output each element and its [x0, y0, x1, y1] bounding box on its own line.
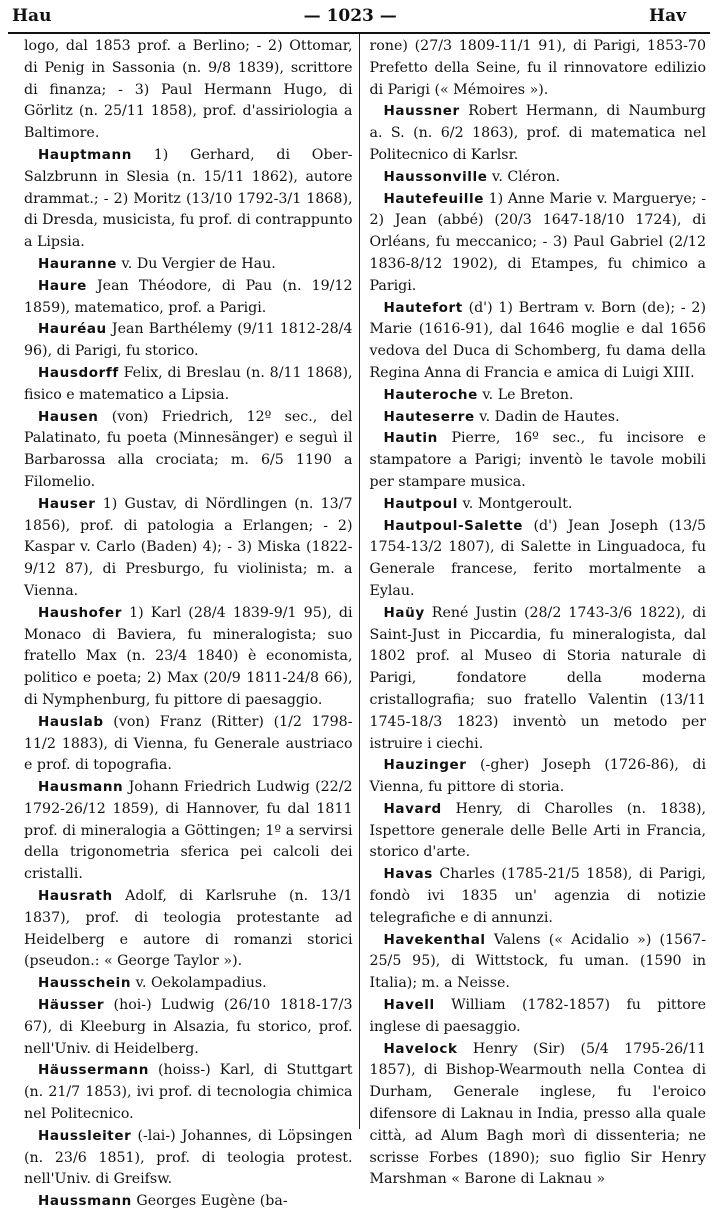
dictionary-entry — [24, 145, 353, 254]
dictionary-entry — [370, 167, 707, 189]
entry-text: Jean Théodore, di Pau (n. 19/12 1859), matematico, prof. a Parigi. — [24, 277, 353, 316]
entry-headword: Hausmann — [38, 779, 124, 796]
entry-text: 1) Gerhard, di Ober-Salzbrunn in Slesia (n. 15/11 1862), autore drammat.; - 2) Moritz (13/10 1792-3/1 1868), di Dresda, musicista, fu prof. di contrappunto a Lipsia. — [24, 146, 353, 251]
entry-text: (-lai-) Johannes, di Löpsingen (n. 23/6 1851), prof. di teologia protest. nell'Univ. di Greifsw. — [24, 1127, 353, 1188]
entry-headword: Hauréau — [38, 321, 107, 338]
entry-headword: Hauslab — [38, 713, 104, 730]
entry-text: v. Oekolampadius. — [131, 975, 267, 992]
dictionary-entry — [24, 319, 353, 363]
dictionary-entry — [370, 407, 707, 429]
dictionary-entry — [370, 799, 707, 864]
entry-headword: Hauteroche — [383, 386, 478, 403]
entry-text: v. Le Breton. — [477, 386, 574, 403]
entry-headword: Haushofer — [38, 604, 123, 621]
entry-headword: Haussner — [383, 103, 460, 120]
entry-headword: Havas — [383, 866, 433, 883]
entry-headword: Haure — [38, 277, 87, 294]
entry-text: (hoi-) Ludwig (26/10 1818-17/3 67), di Kleeburg in Alsazia, fu storico, prof. nell'Univ. di Heidelberg. — [24, 997, 353, 1057]
entry-headword: Hausrath — [38, 888, 113, 905]
entry-text: Georges Eugène (ba- — [131, 1193, 288, 1210]
entry-text: (d') Jean Joseph (13/5 1754-13/2 1807), di Salette in Linguadoca, fu Generale francese, ferito mortalmente a Eylau. — [369, 517, 706, 599]
entry-headword: Haüy — [383, 604, 425, 621]
dictionary-entry — [24, 886, 353, 973]
entry-text: v. Cléron. — [487, 168, 561, 185]
entry-headword: Hausen — [38, 408, 99, 425]
entry-text: Charles (1785-21/5 1858), di Parigi, fondò ivi 1835 un' agenzia di notizie telegrafiche e di annunzi. — [369, 866, 706, 926]
entry-text: (d') 1) Bertram v. Born (de); - 2) Marie (1616-91), dal 1646 moglie e dal 1656 vedova del Duca di Schomberg, fu dama della Regina Anna di Francia e amica di Luigi XIII. — [369, 299, 706, 381]
entry-text: 1) Karl (28/4 1839-9/1 95), di Monaco di Baviera, fu mineralogista; suo fratello Max (n. 23/4 1840) è economista, politico e poeta; 2) Max (20/9 1811-24/8 66), di Nymphenburg, fu pittore di paesaggio. — [24, 604, 353, 708]
dictionary-entry — [24, 603, 353, 712]
entry-headword: Hautefeuille — [383, 190, 485, 207]
dictionary-entry — [370, 516, 707, 603]
dictionary-entry — [24, 36, 353, 145]
entry-headword: Häussermann — [38, 1062, 149, 1079]
entry-text: Henry, di Charolles (n. 1838), Ispettore generale delle Belle Arti in Francia, storico d'arte. — [369, 800, 706, 861]
entry-text: Henry (Sir) (5/4 1795-26/11 1857), di Bishop-Wearmouth nella Contea di Durham, Generale inglese, fu l'eroico difensore di Laknau in India, presso alla quale città, ad Alum Bagh morì di dissenteria; ne scrisse Forbes (1890); suo figlio Sir Henry Marshman « Barone di Laknau » — [369, 1040, 706, 1188]
entry-headword: Hautpoul-Salette — [383, 517, 524, 534]
entry-text: William (1782-1857) fu pittore inglese di paesaggio. — [369, 997, 706, 1035]
dictionary-entry — [24, 777, 353, 886]
entry-text: Felix, di Breslau (n. 8/11 1868), fisico e matematico a Lipsia. — [24, 364, 353, 403]
dictionary-entry — [370, 385, 707, 407]
entry-text: René Justin (28/2 1743-3/6 1822), di Saint-Just in Piccardia, fu mineralogista, dal 1802 prof. al Museo di Storia naturale di Parigi, fondatore della moderna cristallografia; suo fratello Valentin (13/11 1745-18/3 1823) inventò un metodo per istruire i ciechi. — [369, 604, 706, 752]
entry-text: rone) (27/3 1809-11/1 91), di Parigi, 1853-70 Prefetto della Seine, fu il rinnovatore edilizio di Parigi (« Mémoires »). — [369, 38, 706, 98]
entry-headword: Havelock — [383, 1040, 458, 1057]
entry-text: v. Du Vergier de Hau. — [116, 255, 276, 272]
entry-text: (hoiss-) Karl, di Stuttgart (n. 21/7 1853), ivi prof. di tecnologia chimica nel Politecnico. — [24, 1062, 353, 1123]
dictionary-entry — [24, 494, 353, 603]
dictionary-entry — [24, 1126, 353, 1191]
entry-text: 1) Anne Marie v. Marguerye; - 2) Jean (abbé) (20/3 1647-18/10 1724), di Orléans, fu meccanico; - 3) Paul Gabriel (2/12 1836-8/12 1902), di Etampes, fu chimico a Parigi. — [369, 190, 706, 294]
page-number: — 1023 — — [303, 6, 397, 26]
entry-text: Pierre, 16º sec., fu incisore e stampatore a Parigi; inventò le tavole mobili per stampare musica. — [369, 430, 706, 490]
dictionary-entry — [24, 712, 353, 777]
left-column — [8, 34, 357, 1210]
dictionary-entry — [24, 254, 353, 276]
entry-text: Jean Barthélemy (9/11 1812-28/4 96), di Parigi, fu storico. — [24, 321, 353, 360]
dictionary-entry — [370, 428, 707, 493]
page-header — [8, 6, 710, 32]
dictionary-entry — [24, 1060, 353, 1125]
entry-headword: Havard — [383, 800, 442, 817]
entry-text: (von) Friedrich, 12º sec., del Palatinato, fu poeta (Minnesänger) e seguì il Barbarossa alla crociata; m. 6/5 1190 a Filomelio. — [24, 408, 353, 490]
entry-text: logo, dal 1853 prof. a Berlino; - 2) Ottomar, di Penig in Sassonia (n. 9/8 1839), scrittore di finanza; - 3) Paul Hermann Hugo, di Görlitz (n. 25/11 1858), prof. d'assiriologia a Baltimore. — [24, 38, 353, 142]
entry-text: v. Dadin de Hautes. — [474, 408, 620, 425]
dictionary-entry — [24, 995, 353, 1060]
entry-text: Valens (« Acidalio ») (1567-25/5 95), di Wittstock, fu uman. (1590 in Italia); m. a Neisse. — [369, 931, 706, 992]
dictionary-entry — [370, 298, 707, 385]
text-columns — [8, 34, 710, 1210]
entry-text: (von) Franz (Ritter) (1/2 1798-11/2 1883), di Vienna, fu Generale austriaco e prof. di topografia. — [24, 713, 353, 774]
entry-text: Johann Friedrich Ludwig (22/2 1792-26/12 1859), di Hannover, fu dal 1811 prof. di mineralogia a Göttingen; 1º a servirsi della trigonometria sferica pei calcoli dei cristalli. — [24, 779, 353, 883]
entry-headword: Havekenthal — [383, 931, 486, 948]
entry-text: Adolf, di Karlsruhe (n. 13/1 1837), prof. di teologia protestante ad Heidelberg e autore di romanzi storici (pseudon.: « George Taylor »). — [24, 888, 353, 970]
entry-headword: Hauteserre — [383, 408, 475, 425]
entry-headword: Hauptmann — [38, 146, 132, 163]
dictionary-entry — [370, 930, 707, 995]
dictionary-entry — [370, 494, 707, 516]
dictionary-entry — [370, 101, 707, 166]
entry-headword: Hauser — [38, 495, 96, 512]
column-divider — [359, 34, 360, 1129]
dictionary-entry — [370, 603, 707, 756]
entry-text: Robert Hermann, di Naumburg a. S. (n. 6/2 1863), prof. di matematica nel Politecnico di Karlsr. — [369, 103, 706, 163]
dictionary-entry — [370, 995, 707, 1039]
entry-headword: Hauzinger — [383, 757, 467, 774]
dictionary-entry — [24, 363, 353, 407]
entry-headword: Haussleiter — [38, 1127, 132, 1144]
entry-text: 1) Gustav, di Nördlingen (n. 13/7 1856), prof. di patologia a Erlangen; - 2) Kaspar v. Carlo (Baden) 4); - 3) Miska (1822-9/12 87), di Presburgo, fu violinista; m. a Vienna. — [24, 495, 353, 599]
entry-headword: Haussonville — [383, 168, 488, 185]
entry-text: v. Montgeroult. — [457, 495, 573, 512]
entry-headword: Hautin — [383, 430, 438, 447]
entry-headword: Hausdorff — [38, 364, 119, 381]
dictionary-entry — [24, 973, 353, 995]
running-head-left: Hau — [12, 6, 52, 26]
right-column — [362, 34, 711, 1188]
entry-text: (-gher) Joseph (1726-86), di Vienna, fu pittore di storia. — [369, 757, 706, 796]
dictionary-entry — [370, 1039, 707, 1192]
dictionary-entry — [370, 36, 707, 101]
entry-headword: Haussmann — [38, 1193, 132, 1210]
running-head-right: Hav — [649, 6, 686, 26]
entry-headword: Hausschein — [38, 975, 132, 992]
dictionary-entry — [370, 864, 707, 929]
entry-headword: Havell — [383, 997, 435, 1014]
dictionary-entry — [370, 755, 707, 799]
dictionary-entry — [24, 407, 353, 494]
dictionary-entry — [24, 1191, 353, 1213]
entry-headword: Häusser — [38, 997, 105, 1014]
entry-headword: Hautefort — [383, 299, 463, 316]
entry-headword: Hautpoul — [383, 495, 458, 512]
entry-headword: Hauranne — [38, 255, 117, 272]
dictionary-entry — [24, 276, 353, 320]
dictionary-entry — [370, 189, 707, 298]
